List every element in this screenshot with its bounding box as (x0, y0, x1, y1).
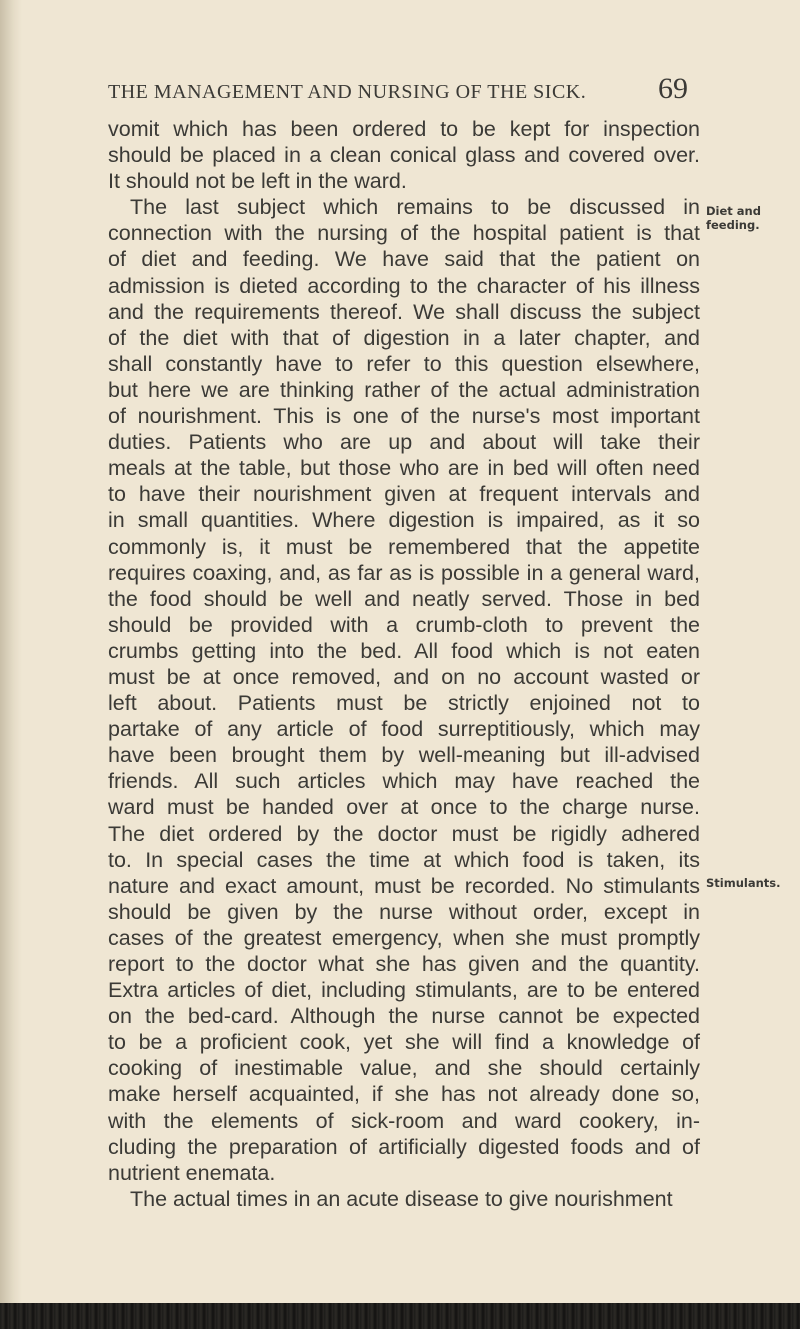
body-text (108, 116, 700, 1212)
text-line: of nourishment. This is one of the nurse's most important (108, 404, 700, 429)
page-number: 69 (658, 72, 688, 105)
text-line: duties. Patients who are up and about will take their (108, 430, 700, 455)
running-title: THE MANAGEMENT AND NURSING OF THE SICK. (108, 81, 587, 103)
text-line: should be provided with a crumb-cloth to prevent the (108, 612, 700, 637)
margin-note-diet-and-feeding (706, 204, 761, 232)
text-line: requires coaxing, and, as far as is possible in a general ward, (108, 560, 700, 585)
text-line: to. In special cases the time at which food is taken, its (108, 847, 700, 872)
text-line: friends. All such articles which may have reached the (108, 769, 700, 794)
text-line: The actual times in an acute disease to give nourishment (130, 1186, 673, 1211)
text-line: of diet and feeding. We have said that the patient on (108, 247, 700, 272)
text-line: on the bed-card. Although the nurse cannot be expected (108, 1004, 700, 1029)
text-line: cluding the preparation of artificially digested foods and of (108, 1134, 700, 1159)
text-line: should be given by the nurse without order, except in (108, 899, 700, 924)
margin-note-line: feeding. (706, 218, 760, 232)
running-head (108, 72, 688, 112)
text-line: Extra articles of diet, including stimulants, are to be entered (108, 978, 700, 1003)
text-line: left about. Patients must be strictly enjoined not to (108, 691, 700, 716)
text-line: to have their nourishment given at frequent intervals and (108, 482, 700, 507)
text-line: make herself acquainted, if she has not already done so, (108, 1082, 700, 1107)
text-line: shall constantly have to refer to this question elsewhere, (108, 351, 700, 376)
text-line: partake of any article of food surreptitiously, which may (108, 717, 700, 742)
text-line: must be at once removed, and on no account wasted or (108, 664, 700, 689)
margin-note-stimulants: Stimulants. (706, 876, 781, 890)
text-line: vomit which has been ordered to be kept for inspection (108, 117, 700, 141)
text-line: crumbs getting into the bed. All food which is not eaten (108, 638, 700, 663)
page-gutter-shadow (0, 0, 22, 1329)
text-line: report to the doctor what she has given and the quantity. (108, 952, 700, 976)
text-line: commonly is, it must be remembered that the appetite (108, 534, 700, 559)
text-line: connection with the nursing of the hospital patient is that (108, 221, 700, 246)
text-line: to be a proficient cook, yet she will find a knowledge of (108, 1030, 700, 1055)
scan-edge-band (0, 1303, 800, 1329)
text-line: The diet ordered by the doctor must be rigidly adhered (108, 821, 700, 846)
text-line: nutrient enemata. (108, 1160, 276, 1185)
text-line: It should not be left in the ward. (108, 169, 407, 194)
text-line: should be placed in a clean conical glass and covered over. (108, 143, 700, 168)
text-line: but here we are thinking rather of the actual administration (108, 377, 700, 402)
text-line: cases of the greatest emergency, when she must promptly (108, 925, 700, 950)
text-line: meals at the table, but those who are in bed will often need (108, 456, 700, 481)
text-line: the food should be well and neatly served. Those in bed (108, 586, 700, 611)
text-line: nature and exact amount, must be recorded. No stimulants (108, 873, 700, 898)
text-line: of the diet with that of digestion in a later chapter, and (108, 325, 700, 350)
margin-note-line: Diet and (706, 204, 761, 218)
text-line: and the requirements thereof. We shall discuss the subject (108, 299, 700, 324)
text-line: have been brought them by well-meaning but ill-advised (108, 743, 700, 768)
text-line: cooking of inestimable value, and she should certainly (108, 1056, 700, 1081)
text-line: in small quantities. Where digestion is impaired, as it so (108, 508, 700, 533)
text-line: admission is dieted according to the character of his illness (108, 273, 700, 298)
text-line: ward must be handed over at once to the charge nurse. (108, 795, 700, 820)
text-line: with the elements of sick-room and ward cookery, in- (108, 1108, 700, 1133)
text-line: The last subject which remains to be discussed in (130, 195, 700, 220)
